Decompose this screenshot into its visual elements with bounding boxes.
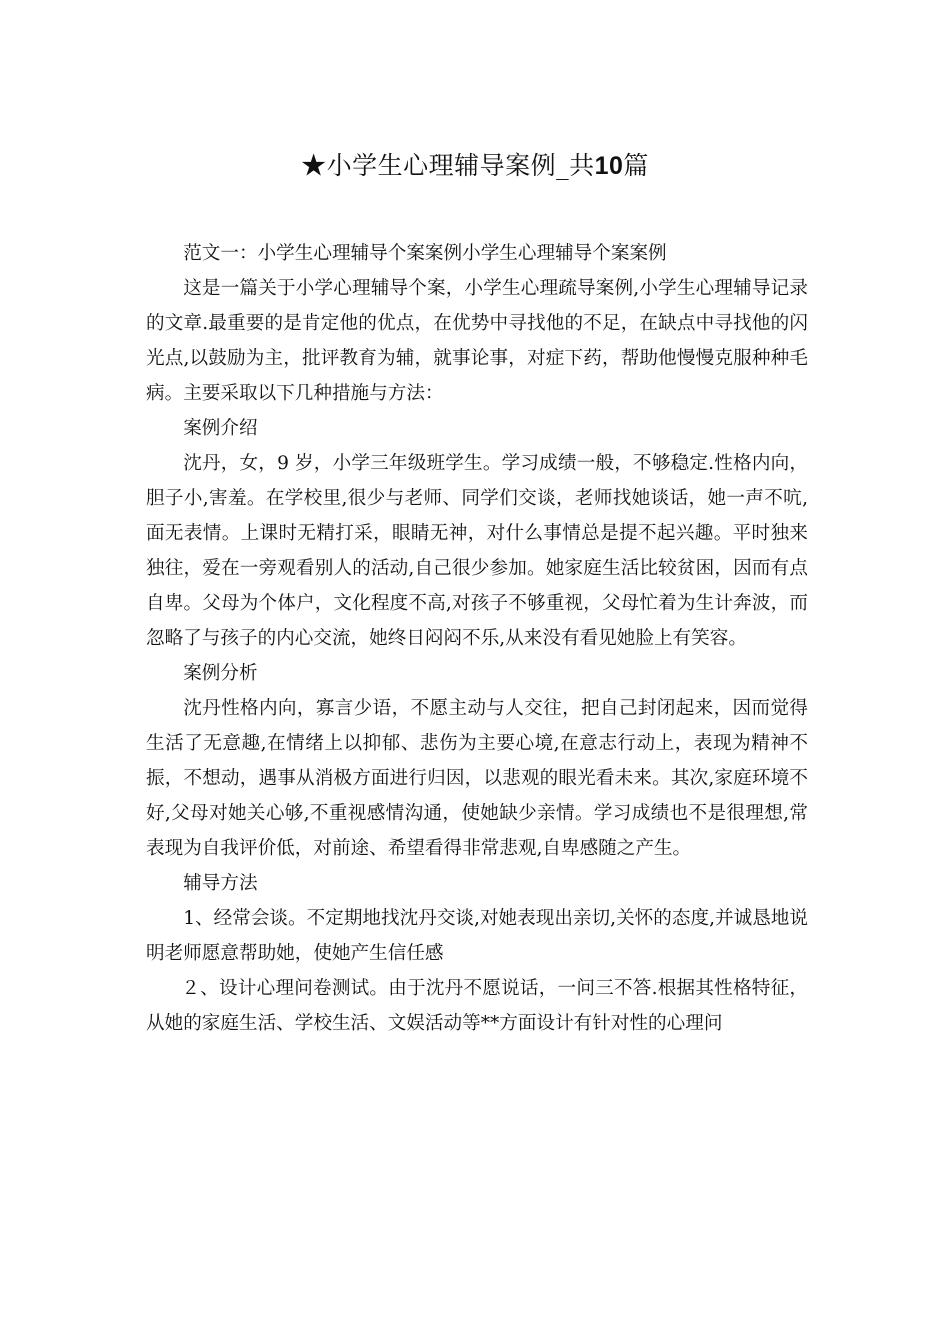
paragraph-section-heading: 范文一：小学生心理辅导个案案例小学生心理辅导个案案例 xyxy=(183,243,667,264)
paragraph-method-1: 1、经常会谈。不定期地找沈丹交谈,对她表现出亲切,关怀的态度,并诚恳地说明老师愿意帮助她，使她产生信任感 xyxy=(146,908,808,964)
paragraph-case-intro: 沈丹，女，9 岁，小学三年级班学生。学习成绩一般，不够稳定.性格内向，胆子小,害羞。在学校里,很少与老师、同学们交谈，老师找她谈话，她一声不吭,面无表情。上课时无精打采，眼睛无神，对什么事情总是提不起兴趣。平时独来独往，爱在一旁观看别人的活动,自己很少参加。她家庭生活比较贫困，因而有点自卑。父母为个体户，文化程度不高,对孩子不够重视，父母忙着为生计奔波，而忽略了与孩子的内心交流，她终日闷闷不乐,从来没有看见她脸上有笑容。 xyxy=(146,453,808,649)
document-title xyxy=(0,146,950,186)
paragraph-method-2: ２、设计心理问卷测试。由于沈丹不愿说话，一问三不答.根据其性格特征，从她的家庭生活、学校生活、文娱活动等**方面设计有针对性的心理问 xyxy=(146,978,808,1034)
document-body xyxy=(146,236,808,1041)
paragraph-intro: 这是一篇关于小学心理辅导个案，小学生心理疏导案例,小学生心理辅导记录的文章.最重要的是肯定他的优点，在优势中寻找他的不足，在缺点中寻找他的闪光点,以鼓励为主，批评教育为辅，就事论事，对症下药，帮助他慢慢克服种种毛病。主要采取以下几种措施与方法： xyxy=(146,278,808,404)
title-suffix: 篇 xyxy=(623,151,649,180)
title-number: 10 xyxy=(594,152,624,180)
paragraph-case-analysis: 沈丹性格内向，寡言少语，不愿主动与人交往，把自己封闭起来，因而觉得生活了无意趣,在情绪上以抑郁、悲伤为主要心境,在意志行动上，表现为精神不振，不想动，遇事从消极方面进行归因，以悲观的眼光看未来。其次,家庭环境不好,父母对她关心够,不重视感情沟通，使她缺少亲情。学习成绩也不是很理想,常表现为自我评价低，对前途、希望看得非常悲观,自卑感随之产生。 xyxy=(146,698,808,859)
paragraph-heading-methods: 辅导方法 xyxy=(183,873,258,894)
title-prefix: ★小学生心理辅导案例_共 xyxy=(301,151,595,180)
paragraph-heading-case-intro: 案例介绍 xyxy=(183,418,258,439)
paragraph-heading-case-analysis: 案例分析 xyxy=(183,663,258,684)
